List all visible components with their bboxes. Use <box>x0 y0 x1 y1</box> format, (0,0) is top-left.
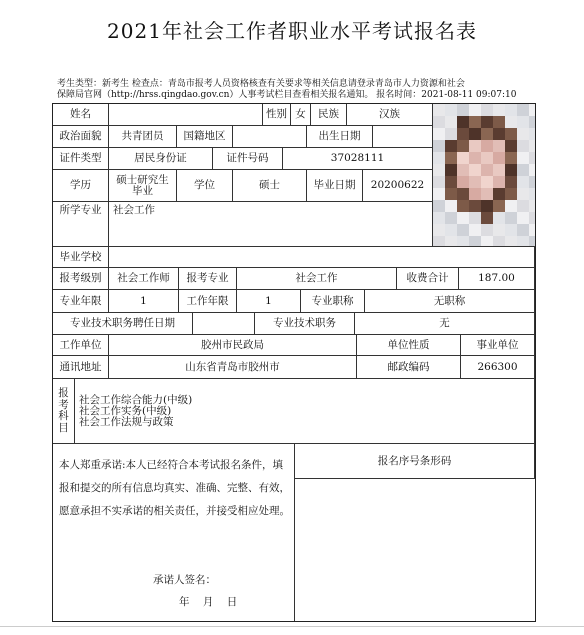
photo-pixel <box>481 152 493 164</box>
value-exam-major: 社会工作 <box>237 268 397 290</box>
photo-pixel <box>517 104 529 116</box>
label-tech-post: 专业技术职务 <box>255 313 355 335</box>
photo-pixel <box>505 104 517 116</box>
photo-pixel <box>493 116 505 128</box>
value-degree: 硕士 <box>233 170 307 202</box>
label-ethnicity: 民族 <box>311 104 347 126</box>
label-exam-major: 报考专业 <box>179 268 237 290</box>
subjects-list <box>79 395 192 428</box>
promise-text: 本人郑重承诺:本人已经符合本考试报名条件，填报和提交的所有信息均真实、准确、完整、有效，愿意承担不实承诺的相关责任，并接受相应处理。 <box>59 459 290 517</box>
photo-pixel <box>445 236 457 247</box>
photo-pixel <box>529 164 535 176</box>
page-title: 2021年社会工作者职业水平考试报名表 <box>107 19 477 43</box>
value-level: 社会工作师 <box>109 268 179 290</box>
photo-pixel <box>517 212 529 224</box>
photo-pixel <box>445 176 457 188</box>
subject-item: 社会工作法规与政策 <box>79 415 174 428</box>
photo-pixel <box>517 152 529 164</box>
label-employer: 工作单位 <box>53 335 109 356</box>
value-subjects <box>75 379 535 444</box>
value-grad-date: 20200622 <box>363 170 433 202</box>
value-gender: 女 <box>291 104 311 126</box>
value-unit-nature: 事业单位 <box>461 335 535 356</box>
label-grad-date: 毕业日期 <box>307 170 363 202</box>
photo-pixel <box>469 116 481 128</box>
photo-pixel <box>517 188 529 200</box>
photo-pixel <box>457 128 469 140</box>
photo-pixel <box>445 116 457 128</box>
photo-pixel <box>505 176 517 188</box>
info-line-2: 保障局官网（http://hrss.qingdao.gov.cn）人事考试栏目查看相关报名通知。 报名时间：2021-08-11 09:07:10 <box>57 90 517 100</box>
photo-pixel <box>493 164 505 176</box>
value-address: 山东省青岛市胶州市 <box>109 356 357 379</box>
photo-pixel <box>433 116 445 128</box>
value-years-work: 1 <box>237 290 301 313</box>
photo-pixel <box>505 200 517 212</box>
label-birth: 出生日期 <box>307 126 373 148</box>
photo-pixel <box>469 176 481 188</box>
value-id-type: 居民身份证 <box>109 148 213 170</box>
promise-cell <box>53 444 295 621</box>
photo-pixel <box>445 128 457 140</box>
photo-pixel <box>433 188 445 200</box>
photo-pixel <box>445 104 457 116</box>
value-region <box>233 126 307 148</box>
photo-pixel <box>493 152 505 164</box>
label-id-no: 证件号码 <box>213 148 283 170</box>
photo-pixel <box>445 140 457 152</box>
photo-pixel <box>493 104 505 116</box>
photo-pixel <box>445 164 457 176</box>
value-major: 社会工作 <box>109 202 433 247</box>
photo-pixel <box>493 188 505 200</box>
photo-pixel <box>529 200 535 212</box>
info-line-1: 考生类型：新考生 检查点：青岛市报考人员资格核查有关要求等相关信息请登录青岛市人力资源和社会 <box>57 79 465 89</box>
photo-pixel <box>517 116 529 128</box>
photo-pixel <box>529 140 535 152</box>
photo-pixel <box>457 212 469 224</box>
photo-pixel <box>505 236 517 247</box>
label-fee: 收费合计 <box>397 268 459 290</box>
photo-pixel <box>529 188 535 200</box>
photo-pixel <box>433 224 445 236</box>
label-level: 报考级别 <box>53 268 109 290</box>
photo-pixel <box>493 200 505 212</box>
photo-pixel <box>481 176 493 188</box>
label-gender: 性别 <box>263 104 291 126</box>
photo-pixel <box>493 140 505 152</box>
value-education: 硕士研究生毕业 <box>109 170 177 202</box>
photo-pixel <box>505 128 517 140</box>
signer-label: 承诺人签名： <box>153 574 216 586</box>
photo-pixel <box>469 140 481 152</box>
value-postcode: 266300 <box>461 356 535 379</box>
photo-pixel <box>505 116 517 128</box>
label-degree: 学位 <box>177 170 233 202</box>
photo-pixel <box>433 200 445 212</box>
photo-pixel <box>433 140 445 152</box>
value-school <box>109 247 535 268</box>
photo-pixel <box>517 236 529 247</box>
label-school: 毕业学校 <box>53 247 109 268</box>
label-postcode: 邮政编码 <box>357 356 461 379</box>
photo-pixel <box>457 236 469 247</box>
photo-pixel <box>457 164 469 176</box>
value-title: 无职称 <box>365 290 535 313</box>
photo-pixel <box>433 104 445 116</box>
label-appoint-date: 专业技术职务聘任日期 <box>53 313 193 335</box>
photo-pixel <box>469 212 481 224</box>
label-title: 专业职称 <box>301 290 365 313</box>
photo-pixel <box>457 104 469 116</box>
photo-pixel <box>481 236 493 247</box>
photo-pixel <box>505 164 517 176</box>
photo-pixel <box>481 188 493 200</box>
label-name: 姓名 <box>53 104 109 126</box>
value-name <box>109 104 263 126</box>
label-years-work: 工作年限 <box>179 290 237 313</box>
photo-pixel <box>457 152 469 164</box>
label-major: 所学专业 <box>53 202 109 247</box>
label-id-type: 证件类型 <box>53 148 109 170</box>
photo-pixel <box>469 200 481 212</box>
photo-pixel <box>457 188 469 200</box>
barcode-area <box>295 479 535 621</box>
photo-pixel <box>493 212 505 224</box>
photo-pixel <box>481 200 493 212</box>
photo-pixel <box>529 128 535 140</box>
label-address: 通讯地址 <box>53 356 109 379</box>
photo-pixel <box>457 200 469 212</box>
sign-date: 年 月 日 <box>179 596 238 608</box>
photo-pixel <box>433 212 445 224</box>
value-tech-post: 无 <box>355 313 535 335</box>
photo-pixel <box>517 224 529 236</box>
photo-pixel <box>529 152 535 164</box>
value-political: 共青团员 <box>109 126 177 148</box>
photo-pixel <box>457 140 469 152</box>
photo-pixel <box>445 212 457 224</box>
value-years-major: 1 <box>109 290 179 313</box>
photo-pixel <box>529 116 535 128</box>
label-education: 学历 <box>53 170 109 202</box>
photo-pixel <box>433 236 445 247</box>
photo-pixel <box>457 116 469 128</box>
label-barcode: 报名序号条形码 <box>295 444 535 479</box>
photo-pixel <box>469 128 481 140</box>
photo-pixel <box>445 152 457 164</box>
photo-pixel <box>529 212 535 224</box>
photo-pixel <box>529 236 535 247</box>
photo-pixel <box>433 176 445 188</box>
photo-pixel <box>517 128 529 140</box>
photo-pixel <box>481 212 493 224</box>
photo-pixel <box>493 176 505 188</box>
photo-pixel <box>529 176 535 188</box>
photo-pixel <box>517 140 529 152</box>
photo-pixel <box>505 152 517 164</box>
photo-pixel <box>493 128 505 140</box>
value-ethnicity: 汉族 <box>347 104 433 126</box>
label-region: 国籍地区 <box>177 126 233 148</box>
photo-pixel <box>433 152 445 164</box>
subject-item: 社会工作综合能力(中级) <box>79 393 193 406</box>
label-unit-nature: 单位性质 <box>357 335 461 356</box>
subject-item: 社会工作实务(中级) <box>79 404 172 417</box>
applicant-photo <box>433 104 535 247</box>
photo-pixel <box>481 140 493 152</box>
label-years-major: 专业年限 <box>53 290 109 313</box>
label-political: 政治面貌 <box>53 126 109 148</box>
photo-pixel <box>517 200 529 212</box>
photo-pixel <box>445 188 457 200</box>
photo-pixel <box>517 176 529 188</box>
photo-pixel <box>481 164 493 176</box>
photo-pixel <box>505 224 517 236</box>
photo-pixel <box>457 224 469 236</box>
photo-pixel <box>529 104 535 116</box>
photo-pixel <box>505 140 517 152</box>
form-table <box>52 103 536 622</box>
photo-pixel <box>481 128 493 140</box>
photo-pixel <box>481 104 493 116</box>
value-appoint-date <box>193 313 255 335</box>
info-note <box>57 79 535 101</box>
photo-pixel <box>469 188 481 200</box>
value-fee: 187.00 <box>459 268 535 290</box>
photo-pixel <box>469 104 481 116</box>
label-subjects-text: 报 考 科 目 <box>58 387 69 434</box>
photo-pixel <box>517 164 529 176</box>
photo-pixel <box>469 164 481 176</box>
photo-pixel <box>469 236 481 247</box>
photo-pixel <box>445 224 457 236</box>
photo-pixel <box>457 176 469 188</box>
photo-pixel <box>469 152 481 164</box>
photo-pixel <box>529 224 535 236</box>
label-subjects <box>53 379 75 444</box>
photo-pixel <box>433 164 445 176</box>
photo-pixel <box>493 224 505 236</box>
photo-pixel <box>481 224 493 236</box>
photo-pixel <box>469 224 481 236</box>
value-id-no: 37028111 <box>283 148 433 170</box>
photo-pixel <box>505 188 517 200</box>
photo-pixel <box>493 236 505 247</box>
photo-pixel <box>505 212 517 224</box>
value-birth <box>373 126 433 148</box>
photo-pixel <box>445 200 457 212</box>
photo-pixel <box>481 116 493 128</box>
value-employer: 胶州市民政局 <box>109 335 357 356</box>
photo-pixel <box>433 128 445 140</box>
